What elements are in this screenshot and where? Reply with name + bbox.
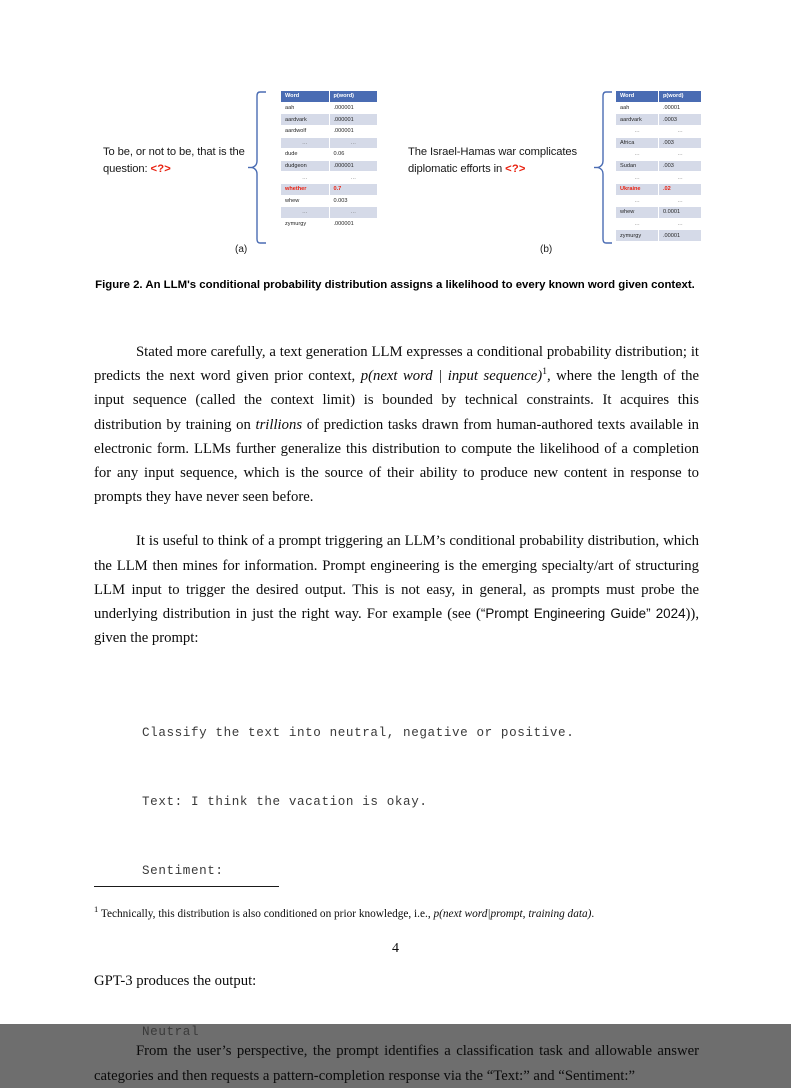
- table-row: [281, 102, 378, 114]
- table-cell-probability: 0.003: [329, 195, 378, 207]
- figure-caption: Figure 2. An LLM's conditional probability distribution assigns a likelihood to every known word given context.: [95, 279, 695, 291]
- table-cell-word: aah: [616, 102, 659, 114]
- probability-table-a: [280, 90, 378, 230]
- table-row: [281, 149, 378, 161]
- table-row: [281, 195, 378, 207]
- table-row: [616, 137, 702, 149]
- paragraph-1-seg1: Stated more carefully, a text generation LLM expresses a conditional probability distribution; it predicts the next word given prior context,: [94, 344, 699, 385]
- column-header-p: p(word): [659, 91, 702, 103]
- footnote-formula: p(next word|prompt, training data): [433, 908, 592, 920]
- prompt-text-b: [408, 144, 613, 177]
- prompt-text-a-prefix: To be, or not to be, that is the question:: [103, 146, 245, 175]
- table-row: [616, 230, 702, 242]
- table-row: [616, 195, 702, 207]
- table-cell-probability: .0003: [659, 114, 702, 126]
- table-cell-word: …: [616, 195, 659, 207]
- table-row: [616, 102, 702, 114]
- table-cell-probability: …: [659, 125, 702, 137]
- table-header-row: [281, 91, 378, 103]
- prompt-text-a: [103, 144, 268, 177]
- table-cell-word: …: [616, 149, 659, 161]
- table-cell-word: dude: [281, 149, 330, 161]
- table-cell-word: …: [281, 172, 330, 184]
- table-row: [616, 149, 702, 161]
- table-cell-word: …: [616, 172, 659, 184]
- table-cell-probability: …: [659, 149, 702, 161]
- table-row: [281, 160, 378, 172]
- table-cell-probability: .003: [659, 160, 702, 172]
- paragraph-2-seg2: )), given the prompt:: [94, 606, 699, 647]
- figure-panel-a: [95, 78, 380, 268]
- table-cell-probability: .00001: [659, 102, 702, 114]
- blank-token-b: <?>: [505, 162, 526, 175]
- panel-label-b: (b): [540, 244, 553, 255]
- footnote-1: [94, 906, 699, 922]
- table-row: [281, 114, 378, 126]
- table-cell-probability: .02: [659, 183, 702, 195]
- probability-table-a-body: [281, 102, 378, 230]
- table-cell-probability: .003: [659, 137, 702, 149]
- paragraph-1-seg2: , where the length of the input sequence (called the context limit) is bounded by technical constraints. It acquires this distribution by training on: [94, 368, 699, 433]
- table-cell-probability: …: [329, 172, 378, 184]
- table-cell-word: zymurgy: [281, 218, 330, 230]
- footnote-separator: [94, 886, 279, 887]
- table-cell-word: whew: [281, 195, 330, 207]
- page-number: 4: [392, 941, 399, 956]
- footnote-seg1: Technically, this distribution is also conditioned on prior knowledge, i.e.,: [98, 908, 434, 920]
- table-row: [616, 160, 702, 172]
- prompt-text-b-prefix: The Israel-Hamas war complicates diplomatic efforts in: [408, 146, 578, 175]
- table-cell-word: zymurgy: [616, 230, 659, 242]
- table-cell-word: dudgeon: [281, 160, 330, 172]
- paragraph-2-seg1: It is useful to think of a prompt triggering an LLM’s conditional probability distribution, which the LLM then mines for information. Prompt engineering is the emerging specialty/art of structuring LLM input to trigger the desired output. This is not easy, in general, as prompts must probe the underlying distribution in just the right way. For example (see (: [94, 533, 699, 623]
- footnote-seg2: .: [591, 908, 595, 920]
- table-cell-probability: .000001: [329, 160, 378, 172]
- footnote-marker: 1: [94, 904, 99, 915]
- footnote-marker-inline: 1: [542, 367, 547, 378]
- table-row: [616, 172, 702, 184]
- paragraph-2-citation[interactable]: “Prompt Engineering Guide” 2024: [480, 606, 686, 622]
- table-cell-probability: …: [659, 195, 702, 207]
- table-cell-probability: 0.7: [329, 183, 378, 195]
- bracket-a-icon: [250, 90, 267, 245]
- table-cell-probability: …: [659, 172, 702, 184]
- table-row: [281, 218, 378, 230]
- table-cell-word: aardwolf: [281, 125, 330, 137]
- table-cell-probability: .000001: [329, 114, 378, 126]
- paragraph-1-emphasis: trillions: [255, 416, 303, 433]
- output-code-block: Neutral: [142, 1025, 200, 1040]
- probability-table-b-body: [616, 102, 702, 241]
- table-cell-word: …: [616, 125, 659, 137]
- table-row: [616, 183, 702, 195]
- table-cell-probability: .000001: [329, 218, 378, 230]
- table-cell-word: aah: [281, 102, 330, 114]
- table-row: [281, 207, 378, 219]
- table-cell-probability: …: [659, 218, 702, 230]
- table-row: [616, 114, 702, 126]
- table-row: [281, 137, 378, 149]
- table-cell-probability: .000001: [329, 125, 378, 137]
- table-row: [616, 207, 702, 219]
- table-cell-probability: …: [329, 137, 378, 149]
- bracket-b-icon: [596, 90, 613, 245]
- column-header-p: p(word): [329, 91, 378, 103]
- table-cell-word: …: [616, 218, 659, 230]
- table-cell-word: Africa: [616, 137, 659, 149]
- table-row: [616, 125, 702, 137]
- prompt-code-line: Classify the text into neutral, negative or positive.: [142, 726, 575, 741]
- panel-label-a: (a): [235, 244, 248, 255]
- table-header-row: [616, 91, 702, 103]
- table-cell-probability: …: [329, 207, 378, 219]
- table-cell-probability: .00001: [659, 230, 702, 242]
- blank-token-a: <?>: [150, 162, 172, 175]
- paragraph-1: [94, 340, 699, 509]
- prompt-code-block: [142, 676, 699, 929]
- table-cell-probability: .000001: [329, 102, 378, 114]
- table-row: [281, 125, 378, 137]
- column-header-word: Word: [616, 91, 659, 103]
- table-cell-probability: 0.06: [329, 149, 378, 161]
- body-column: [94, 340, 699, 1088]
- paragraph-1-seg3: of prediction tasks drawn from human-authored texts available in electronic form. LLMs further generalize this distribution to compute the likelihood of a completion for any input sequence, which is the source of their ability to produce new content in response to prompts they have never seen before.: [94, 416, 699, 506]
- table-cell-word: …: [281, 137, 330, 149]
- paragraph-1-formula: p(next word | input sequence): [360, 368, 543, 385]
- paragraph-2: [94, 529, 699, 650]
- prompt-code-line: Sentiment:: [142, 864, 224, 879]
- prompt-code-line: Text: I think the vacation is okay.: [142, 795, 428, 810]
- table-row: [281, 172, 378, 184]
- gpt-output-intro: GPT-3 produces the output:: [94, 973, 257, 990]
- table-cell-word: aardvark: [616, 114, 659, 126]
- table-cell-word: whew: [616, 207, 659, 219]
- table-cell-word: …: [281, 207, 330, 219]
- table-row: [616, 218, 702, 230]
- column-header-word: Word: [281, 91, 330, 103]
- table-cell-word: Ukraine: [616, 183, 659, 195]
- table-cell-word: aardvark: [281, 114, 330, 126]
- table-cell-word: Sudan: [616, 160, 659, 172]
- table-row: [281, 183, 378, 195]
- probability-table-b: [615, 90, 702, 242]
- figure-panel-b: [400, 78, 700, 268]
- paragraph-3: From the user’s perspective, the prompt identifies a classification task and allowable answer categories and then requests a pattern-completion response via the “Text:” and “Sentiment:”: [94, 1043, 699, 1084]
- figure-2: [0, 78, 791, 268]
- table-cell-word: whether: [281, 183, 330, 195]
- table-cell-probability: 0.0001: [659, 207, 702, 219]
